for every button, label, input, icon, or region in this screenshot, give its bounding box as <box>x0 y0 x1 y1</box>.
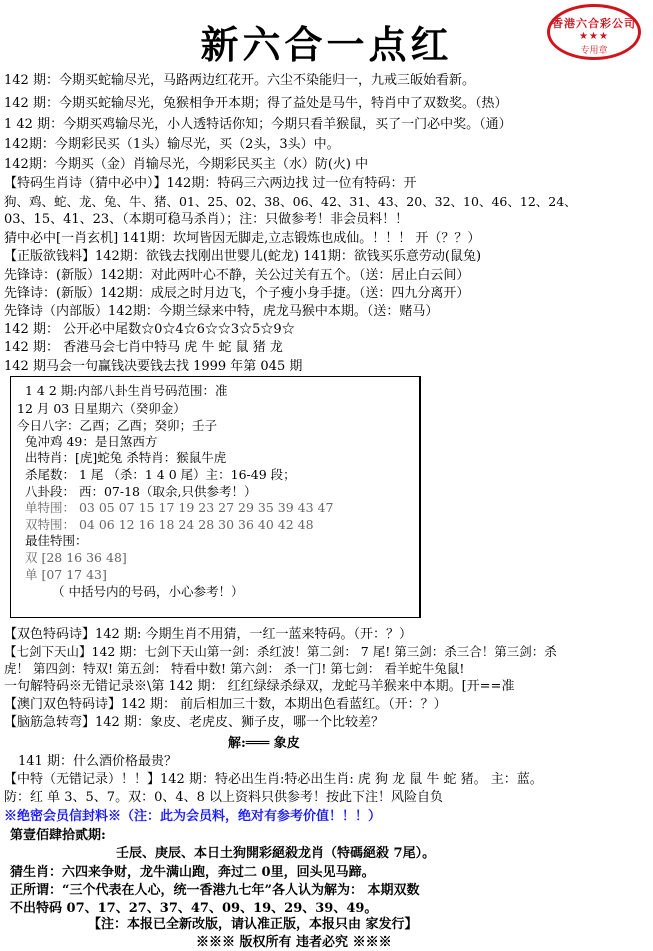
seal-stars: ★★★ <box>579 31 609 42</box>
text-line: 142 期： 公开必中尾数☆0☆4☆6☆☆3☆5☆9☆ <box>4 322 295 337</box>
text-line: 不出特码 07、17、27、37、47、09、19、29、39、49。 <box>10 901 378 916</box>
box-line: 出特肖：[虎]蛇兔 杀特肖：猴鼠牛虎 <box>25 450 227 465</box>
text-line: 第壹佰肆拾贰期: <box>10 828 106 843</box>
text-line: 狗、鸡、蛇、龙、兔、牛、猪、01、25、02、38、06、42、31、43、20、32、10、46、12、24、 <box>4 194 577 209</box>
text-line: 壬辰、庚辰、本日土狗開彩絕殺龙肖（特碼絕殺 7尾）。 <box>116 846 436 861</box>
text-line: 142 期马会一句赢钱决要钱去找 1999 年第 045 期 <box>4 359 303 374</box>
text-line: 先锋诗：(新版）142期：成辰之时月边飞，个子瘦小身手捷。（送：四九分离开） <box>4 286 470 301</box>
box-line: （ 中括号内的号码，小心参考！） <box>52 584 244 599</box>
text-line: 先锋诗（内部版）142期：今期兰绿来中特，虎龙马猴中本期。（送：赌马） <box>4 304 439 319</box>
text-line: 【澳门双色特码诗】142 期： 前后相加三十数，本期出色看蓝红。（开：？） <box>4 697 447 712</box>
copyright-line: ※※※ 版权所有 违者必究 ※※※ <box>196 935 392 950</box>
box-line: 最佳特围： <box>25 533 88 548</box>
text-line: 【特码生肖诗（猜中必中）】142期：特码三六两边找 过一位有特码：开 <box>4 176 417 191</box>
page-title: 新六合一点红 <box>200 22 453 67</box>
text-line: 03、15、41、23、（本期可稳马杀肖）；注：只做参考！非会员料！！ <box>4 212 409 227</box>
text-line: 1 42 期：今期买鸡输尽光，小人透特话你知；今期只看羊猴鼠，买了一门必中奖。（通） <box>4 117 512 132</box>
text-line: 【正版欲钱料】142期：欲钱去找刚出世婴儿(蛇龙) 141期：欲钱买乐意劳动(鼠兔) <box>4 249 482 264</box>
text-line: 142期：今期买（金）肖输尽光，今期彩民买主（水）防(火) 中 <box>4 157 369 172</box>
box-line: 双 [28 16 36 48] <box>25 550 127 565</box>
box-line: 12 月 03 日星期六（癸卯金） <box>17 401 186 416</box>
text-line: 虎！ 第四剑：特双! 第五剑： 特看中数! 第六剑： 杀一门! 第七剑： 看羊蛇牛兔鼠! <box>4 661 465 676</box>
member-notice: ※绝密会员信封料※（注：此为会员料，绝对有参考价值！！！） <box>4 809 382 824</box>
text-line: 一句解特码※无错记录※\第 142 期： 红红绿绿杀绿双，龙蛇马羊猴来中本期。[开==准 <box>4 679 515 694</box>
text-line: 【双色特码诗】142 期: 今期生肖不用猜，一红一蓝来特码。（开：？） <box>4 627 412 642</box>
text-line: 142期：今期彩民买（1头）输尽光，买（2头，3头）中。 <box>4 137 340 152</box>
text-line: 【七剑下天山】142 期：七剑下天山第一剑：杀红波！第二剑： 7 尾! 第三剑：杀三合！第三剑：杀 <box>4 644 557 659</box>
text-line: 猜中必中[一肖玄机] 141期：坎坷皆因无脚走,立志锻炼也成仙。！！！ 开（？？） <box>4 231 481 246</box>
text-line: 防：红 单 3、5、7。双：0、4、8 以上资料只供参考！按此下注！风险自负 <box>4 790 444 805</box>
text-line: 142 期： 香港马会七肖中特马 虎 牛 蛇 鼠 猪 龙 <box>4 340 283 355</box>
text-line: 猜生肖：六四来争财，龙牛满山跑，奔过二 0里，回头见马蹄。 <box>10 865 375 880</box>
footer-note: 【注：本报已全新改版，请认准正版，本报只由 家发行】 <box>88 917 418 932</box>
text-line: 141 期：什么酒价格最贵？ <box>18 754 177 769</box>
box-line: 八卦段： 西：07-18（取余,只供参考！） <box>25 484 257 499</box>
text-line: 142 期：今期买蛇输尽光，兔猴相争开本期；得了益处是马牛，特肖中了双数奖。（热） <box>4 96 508 111</box>
box-line: 单 [07 17 43] <box>25 567 107 582</box>
seal-subtext: 专用章 <box>580 46 608 56</box>
box-line: 杀尾数： 1 尾 （杀：1 4 0 尾）主：16-49 段； <box>25 467 296 482</box>
text-line: 先锋诗：(新版）142期：对此两叶心不静，关公过关有五个。（送：居止白云间） <box>4 268 470 283</box>
text-line: 【中特（无错记录）！！】142 期：特必出生肖:特必出生肖: 虎 狗 龙 鼠 牛 蛇 猪。 主：蓝。 <box>4 772 543 787</box>
text-line: 正所谓：“三个代表在人心，统一香港九七年”各人认为解为： 本期双数 <box>10 883 420 898</box>
text-line: 142 期：今期买蛇输尽光，马路两边红花开。六尘不染能归一，九戒三皈始看新。 <box>4 73 475 88</box>
box-line: 单特围： 03 05 07 15 17 19 23 27 29 35 39 43 47 <box>25 500 334 515</box>
seal-text: 香港六合彩公司 <box>552 17 636 30</box>
box-line: 双特围： 04 06 12 16 18 24 28 30 36 40 42 48 <box>25 517 314 532</box>
box-line: 1 4 2 期:内部八卦生肖号码范围：准 <box>25 383 228 398</box>
box-line: 兔冲鸡 49：是日煞西方 <box>25 434 158 449</box>
company-seal <box>547 4 641 60</box>
text-line: 【脑筋急转弯】142 期：象皮、老虎皮、狮子皮，哪一个比较差？ <box>4 715 384 730</box>
box-line: 今日八字：乙酉；乙酉；癸卯；壬子 <box>17 418 218 433</box>
answer-line: 解:═══ 象皮 <box>228 736 300 751</box>
